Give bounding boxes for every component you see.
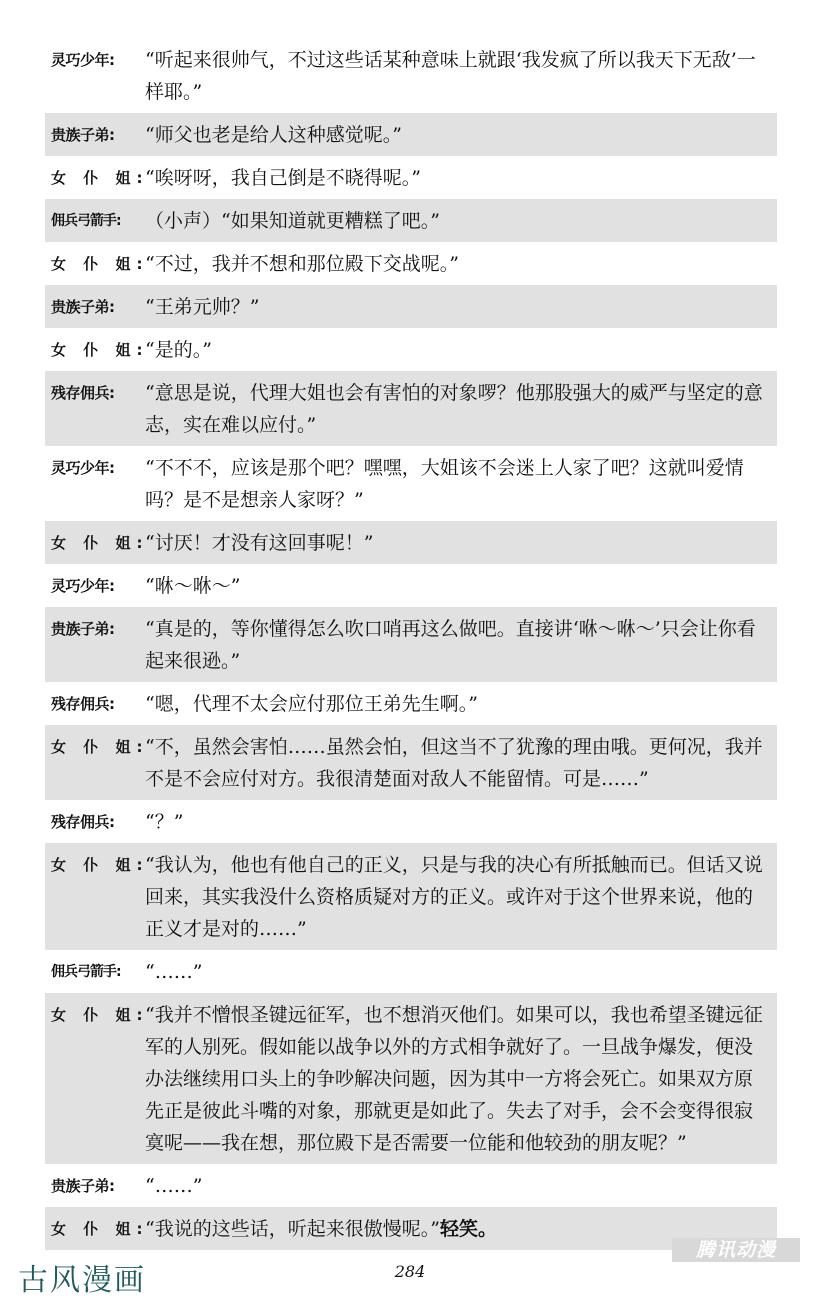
dialogue-line: [145, 731, 777, 795]
dialogue-text: “意思是说，代理大姐也会有害怕的对象啰？他那股强大的威严与坚定的意志，实在难以应付。”: [145, 382, 763, 436]
dialogue-line: [145, 452, 777, 516]
watermark-logo-right: 腾讯动漫: [672, 1238, 800, 1262]
dialogue-text: “不，虽然会害怕……虽然会怕，但这当不了犹豫的理由哦。更何况，我并不是不会应付对方。我很清楚面对敌人不能留情。可是……”: [145, 736, 763, 790]
dialogue-text: “？”: [145, 811, 184, 833]
speaker-label: 残存佣兵:: [51, 384, 115, 402]
dialogue-text: “不过，我并不想和那位殿下交战呢。”: [145, 253, 459, 275]
speaker-label: 残存佣兵:: [51, 695, 115, 713]
dialogue-line: [145, 849, 777, 945]
dialogue-text: “王弟元帅？”: [145, 296, 260, 318]
speaker-label: 贵族子弟:: [51, 126, 115, 144]
dialogue-text: “讨厌！才没有这回事呢！”: [145, 532, 374, 554]
dialogue-row: [45, 199, 777, 242]
dialogue-line: [145, 334, 777, 366]
dialogue-row: [45, 1164, 777, 1207]
dialogue-line: [145, 248, 777, 280]
dialogue-row: [45, 1207, 777, 1250]
dialogue-list: [45, 38, 777, 1250]
dialogue-row: [45, 371, 777, 446]
dialogue-line: [145, 613, 777, 677]
speaker-label: 女 仆 姐:: [51, 738, 149, 756]
dialogue-row: [45, 682, 777, 725]
dialogue-text: “真是的，等你懂得怎么吹口哨再这么做吧。直接讲‘咻～咻～’只会让你看起来很逊。”: [145, 618, 756, 672]
speaker-label: 贵族子弟:: [51, 298, 115, 316]
watermark-logo-left: 古风漫画: [18, 1263, 146, 1298]
dialogue-text: “我说的这些话，听起来很傲慢呢。”: [145, 1218, 440, 1240]
dialogue-line: [145, 527, 777, 559]
speaker-label: 佣兵弓箭手:: [51, 213, 121, 229]
dialogue-text: “是的。”: [145, 339, 212, 361]
speaker-label: 女 仆 姐:: [51, 1006, 149, 1024]
dialogue-line: [145, 688, 777, 720]
dialogue-line: [145, 291, 777, 323]
dialogue-row: [45, 800, 777, 843]
speaker-label: 灵巧少年:: [51, 577, 115, 595]
speaker-label: 灵巧少年:: [51, 51, 115, 69]
dialogue-line: [145, 1170, 777, 1202]
speaker-label: 女 仆 姐:: [51, 169, 149, 187]
speaker-label: 女 仆 姐:: [51, 341, 149, 359]
speaker-label: 女 仆 姐:: [51, 1220, 149, 1238]
page-number: 284: [394, 1262, 426, 1281]
dialogue-row: [45, 950, 777, 993]
dialogue-row: [45, 843, 777, 950]
dialogue-row: [45, 607, 777, 682]
dialogue-line: [145, 999, 777, 1159]
dialogue-line: [145, 956, 777, 988]
speaker-label: 女 仆 姐:: [51, 255, 149, 273]
dialogue-text: “不不不，应该是那个吧？嘿嘿，大姐该不会迷上人家了吧？这就叫爱情吗？是不是想亲人家呀？”: [145, 457, 744, 511]
dialogue-line: [145, 570, 777, 602]
dialogue-text: “我并不憎恨圣键远征军，也不想消灭他们。如果可以，我也希望圣键远征军的人别死。假如能以战争以外的方式相争就好了。一旦战争爆发，便没办法继续用口头上的争吵解决问题，因为其中一方将会死亡。如果双方原先正是彼此斗嘴的对象，那就更是如此了。失去了对手，会不会变得很寂寞呢——我在想，那位殿下是否需要一位能和他较劲的朋友呢？”: [145, 1004, 763, 1154]
speaker-label: 贵族子弟:: [51, 1177, 115, 1195]
dialogue-line: [145, 119, 777, 151]
dialogue-text: “听起来很帅气，不过这些话某种意味上就跟‘我发疯了所以我天下无敌’一样耶。”: [145, 49, 756, 103]
dialogue-line: [145, 44, 777, 108]
dialogue-line: [145, 205, 777, 237]
dialogue-row: [45, 521, 777, 564]
speaker-label: 贵族子弟:: [51, 620, 115, 638]
dialogue-line: [145, 377, 777, 441]
dialogue-row: [45, 328, 777, 371]
speaker-label: 灵巧少年:: [51, 459, 115, 477]
speaker-label: 女 仆 姐:: [51, 856, 149, 874]
dialogue-row: [45, 285, 777, 328]
dialogue-text: “嗯，代理不太会应付那位王弟先生啊。”: [145, 693, 478, 715]
speaker-label: 残存佣兵:: [51, 813, 115, 831]
dialogue-row: [45, 725, 777, 800]
dialogue-row: [45, 242, 777, 285]
dialogue-text: “唉呀呀，我自己倒是不晓得呢。”: [145, 167, 421, 189]
dialogue-line: [145, 162, 777, 194]
dialogue-text: （小声）“如果知道就更糟糕了吧。”: [145, 210, 440, 232]
speaker-label: 女 仆 姐:: [51, 534, 149, 552]
dialogue-text: “……”: [145, 961, 203, 983]
action-note: 轻笑。: [439, 1218, 497, 1240]
dialogue-row: [45, 564, 777, 607]
dialogue-row: [45, 446, 777, 521]
dialogue-line: [145, 806, 777, 838]
speaker-label: 佣兵弓箭手:: [51, 964, 121, 980]
dialogue-text: “……”: [145, 1175, 203, 1197]
dialogue-text: “我认为，他也有他自己的正义，只是与我的决心有所抵触而已。但话又说回来，其实我没什么资格质疑对方的正义。或许对于这个世界来说，他的正义才是对的……”: [145, 854, 763, 940]
dialogue-text: “师父也老是给人这种感觉呢。”: [145, 124, 402, 146]
dialogue-row: [45, 156, 777, 199]
dialogue-row: [45, 993, 777, 1164]
dialogue-row: [45, 113, 777, 156]
dialogue-row: [45, 38, 777, 113]
dialogue-text: “咻～咻～”: [145, 575, 241, 597]
